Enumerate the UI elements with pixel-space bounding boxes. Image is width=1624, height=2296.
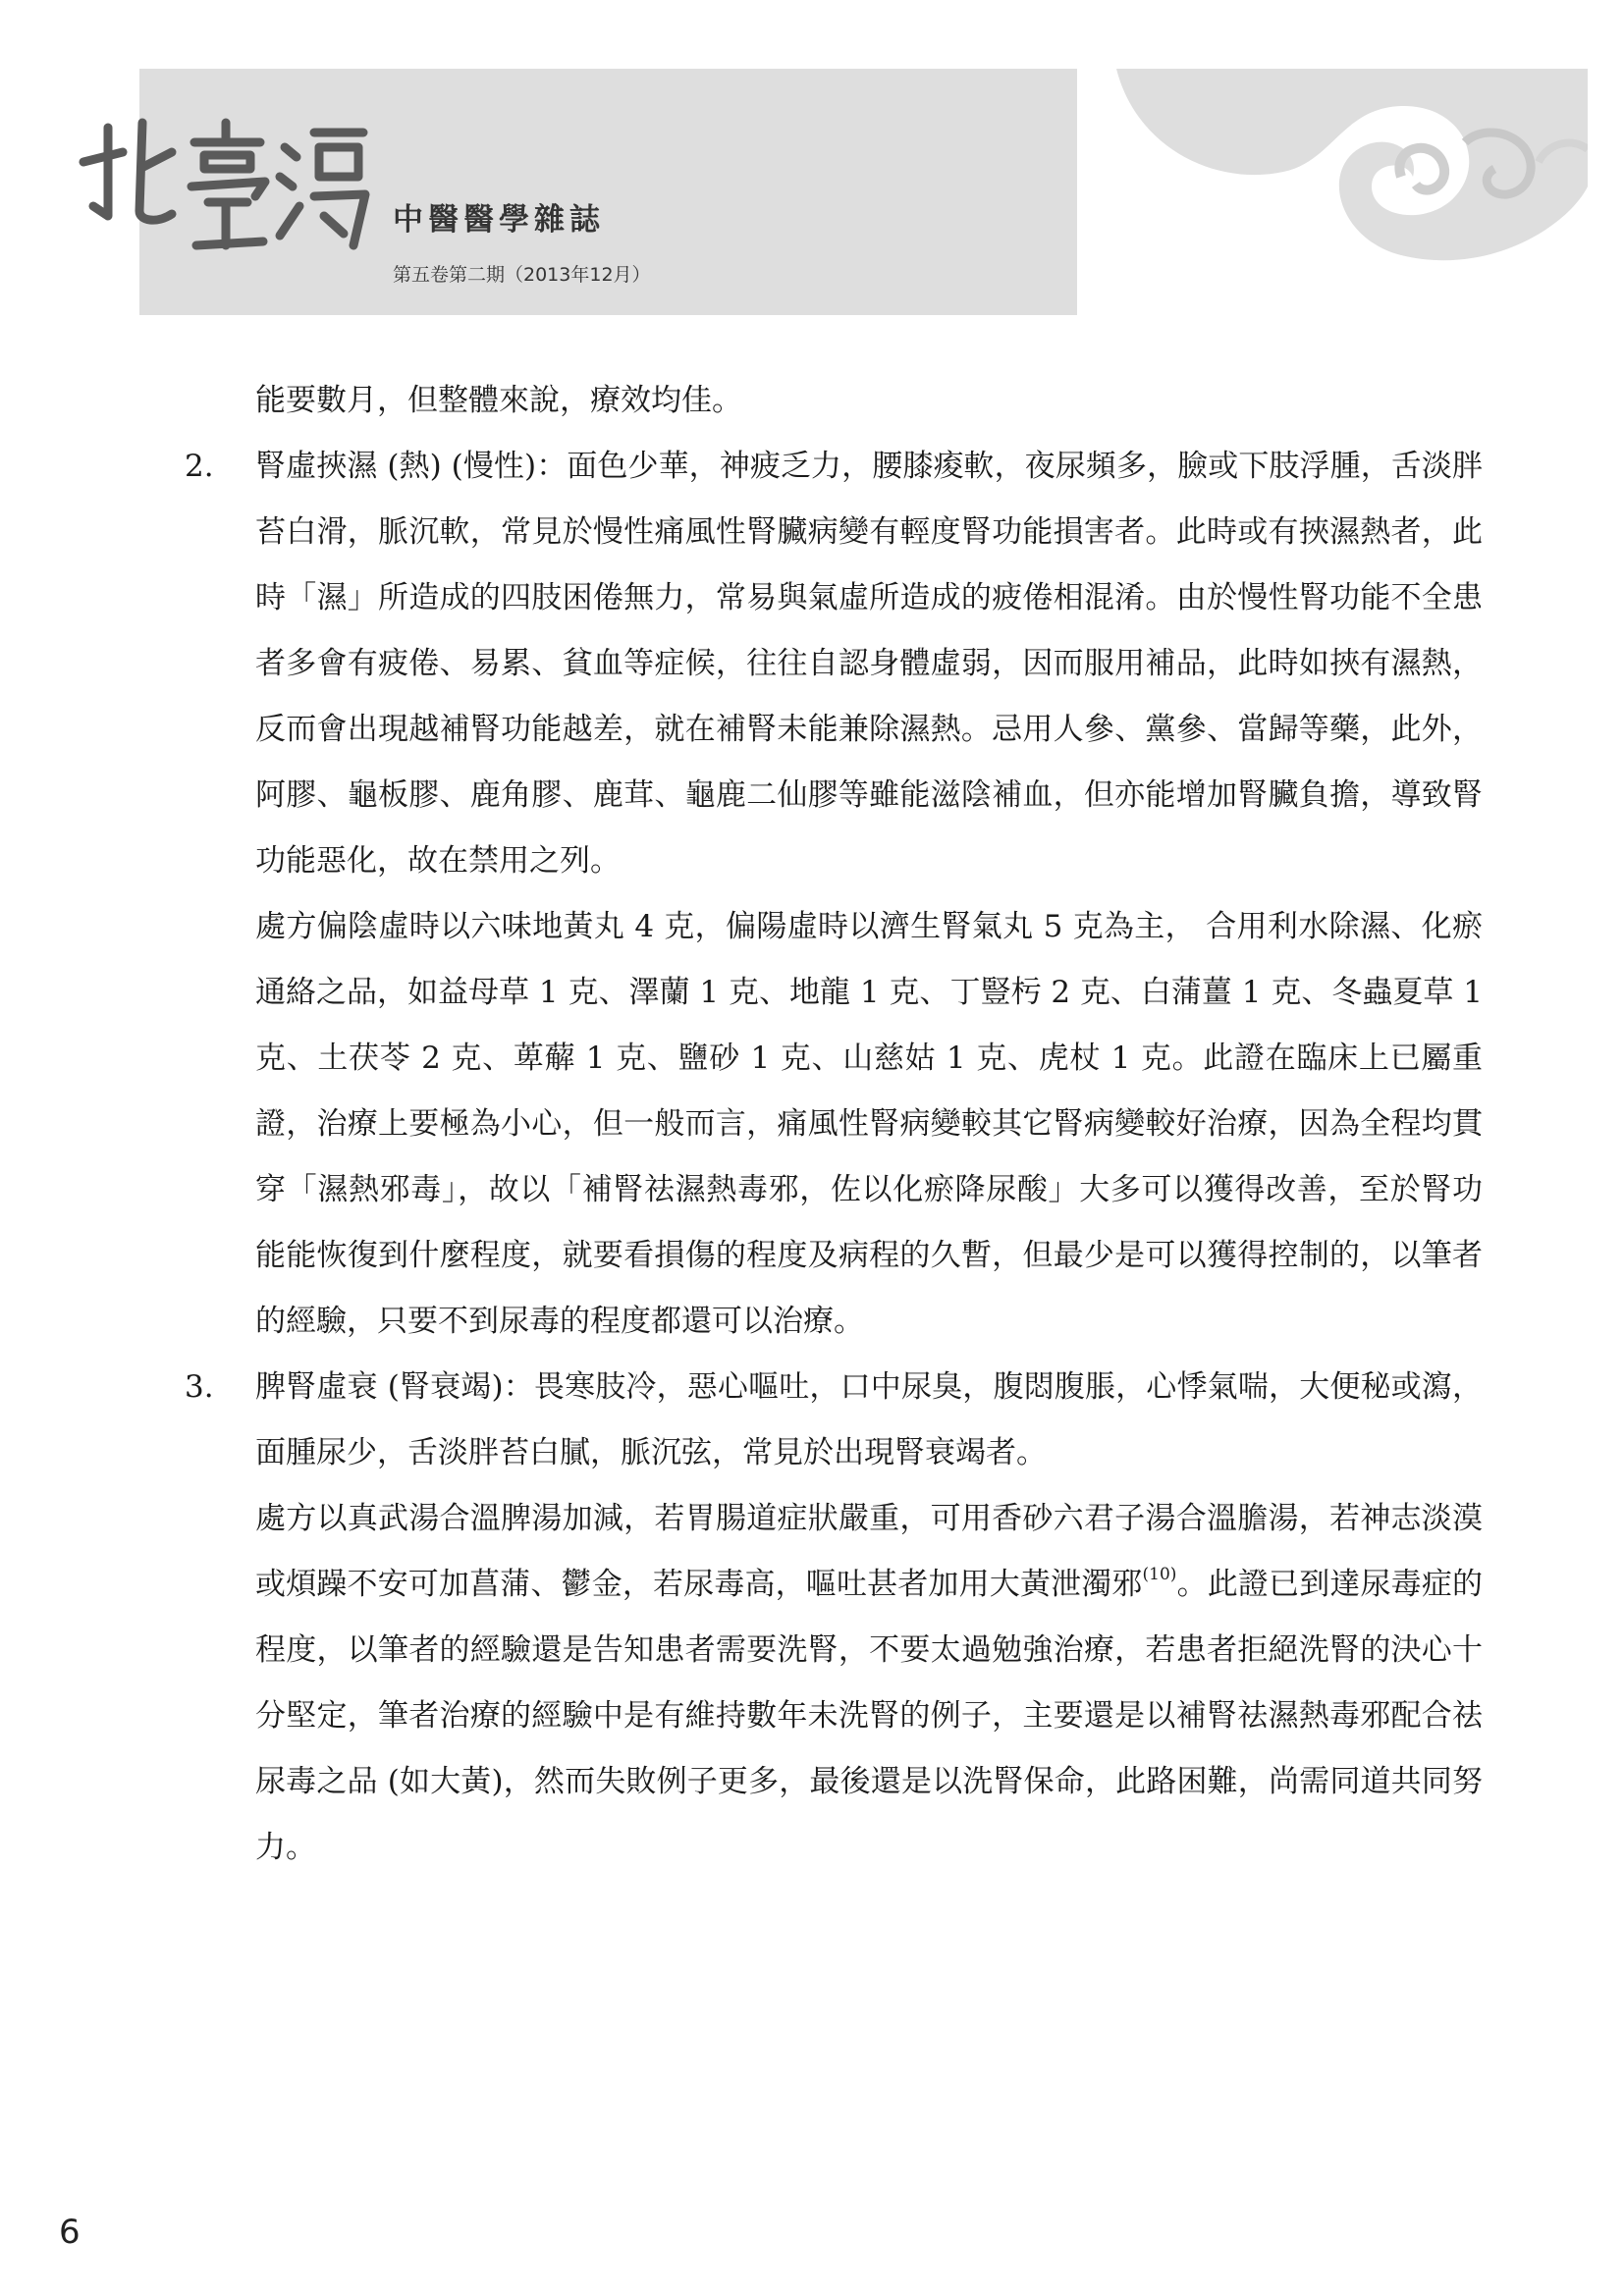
journal-logo [79,108,373,255]
prescription-paragraph [255,1486,1483,1881]
list-item-2 [177,434,1483,1355]
journal-title: 中醫醫學雜誌 [393,202,605,238]
issue-info: 第五卷第二期（2013年12月） [393,264,651,286]
continued-paragraph: 能要數月，但整體來說，療效均佳。 [255,383,742,418]
prescription-text-a: 處方以真武湯合溫脾湯加減，若胃腸道症狀嚴重，可用香砂六君子湯合溫膽湯，若神志淡漠或煩躁不安可加菖蒲、鬱金，若尿毒高，嘔吐甚者加用大黃泄濁邪 [255,1501,1483,1602]
calligraphy-logo-icon [79,108,373,255]
list-item-text: 腎虛挾濕 (熱) (慢性)：面色少華，神疲乏力，腰膝痠軟，夜尿頻多，臉或下肢浮腫，舌淡胖苔白滑，脈沉軟，常見於慢性痛風性腎臟病變有輕度腎功能損害者。此時或有挾濕熱者，此時「濕」所造成的四肢困倦無力，常易與氣虛所造成的疲倦相混淆。由於慢性腎功能不全患者多會有疲倦、易累、貧血等症候，往往自認身體虛弱，因而服用補品，此時如挾有濕熱，反而會出現越補腎功能越差，就在補腎未能兼除濕熱。忌用人參、黨參、當歸等藥，此外，阿膠、龜板膠、鹿角膠、鹿茸、龜鹿二仙膠等雖能滋陰補血，但亦能增加腎臟負擔，導致腎功能惡化，故在禁用之列。 [255,449,1483,879]
list-item-number: 3. [185,1369,214,1405]
list-item-3 [177,1355,1483,1881]
cloud-ornament-icon [1077,69,1588,315]
citation-reference: (10) [1142,1564,1177,1584]
list-item-text: 脾腎虛衰 (腎衰竭)：畏寒肢冷，惡心嘔吐，口中尿臭，腹悶腹脹，心悸氣喘，大便秘或瀉，面腫尿少，舌淡胖苔白膩，脈沉弦，常見於出現腎衰竭者。 [255,1369,1483,1470]
prescription-text-b: 。此證已到達尿毒症的程度，以筆者的經驗還是告知患者需要洗腎，不要太過勉強治療，若患者拒絕洗腎的決心十分堅定，筆者治療的經驗中是有維持數年未洗腎的例子，主要還是以補腎祛濕熱毒邪配合祛尿毒之品 (如大黃)，然而失敗例子更多，最後還是以洗腎保命，此路困難，尚需同道共同努力。 [255,1567,1483,1865]
article-body [177,368,1483,1881]
prescription-paragraph: 處方偏陰虛時以六味地黃丸 4 克，偏陽虛時以濟生腎氣丸 5 克為主， 合用利水除濕、化瘀通絡之品，如益母草 1 克、澤蘭 1 克、地龍 1 克、丁豎杇 2 克、白蒲薑 1 克、冬蟲夏草 1 克、土茯苓 2 克、萆薢 1 克、鹽砂 1 克、山慈姑 1 克、虎杖 1 克。此證在臨床上已屬重證，治療上要極為小心，但一般而言，痛風性腎病變較其它腎病變較好治療，因為全程均貫穿「濕熱邪毒」，故以「補腎祛濕熱毒邪，佐以化瘀降尿酸」大多可以獲得改善，至於腎功能能恢復到什麼程度，就要看損傷的程度及病程的久暫，但最少是可以獲得控制的，以筆者的經驗，只要不到尿毒的程度都還可以治療。 [255,909,1483,1339]
list-item-number: 2. [185,449,214,484]
page-number: 6 [59,2213,81,2252]
